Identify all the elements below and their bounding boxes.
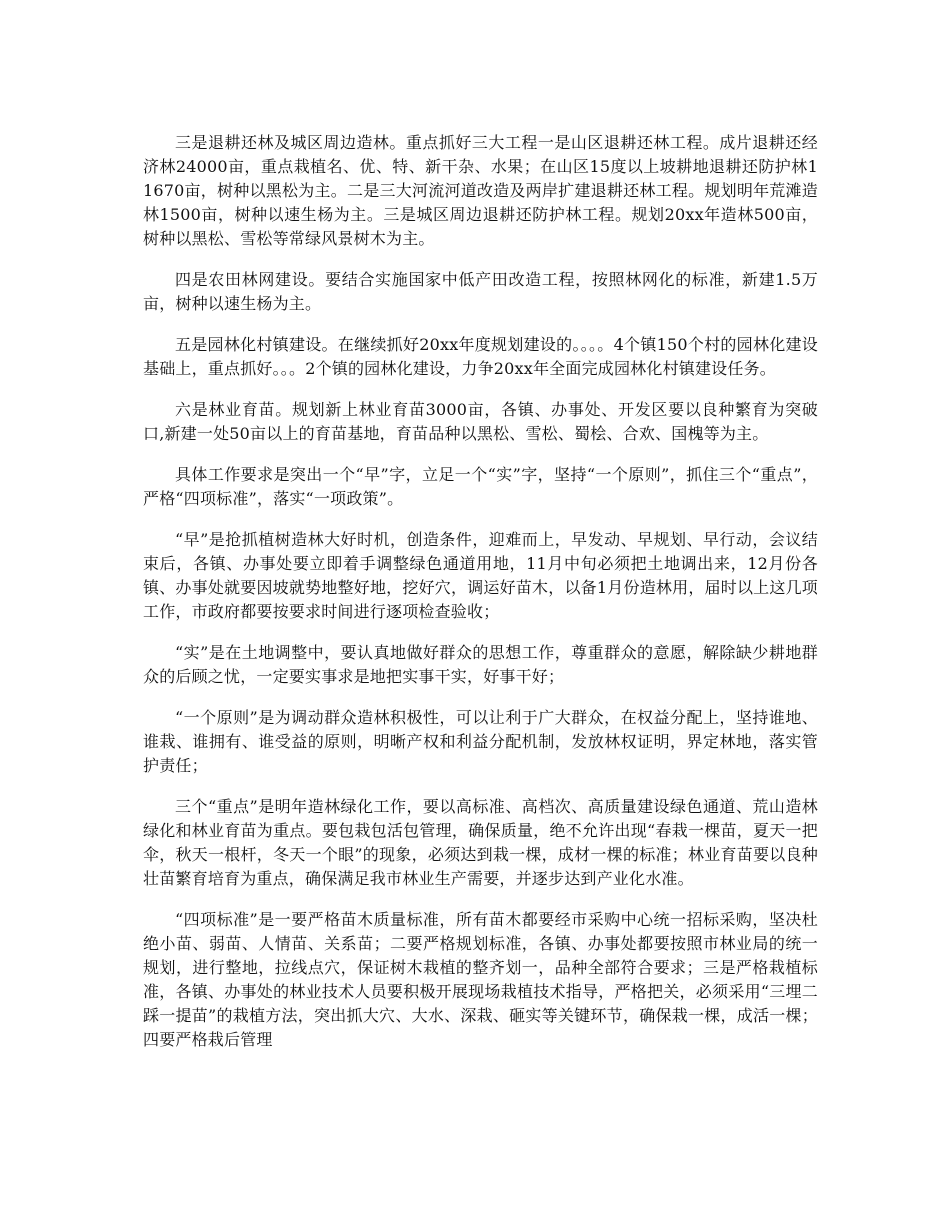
paragraph-practical: “实”是在土地调整中，要认真地做好群众的思想工作，尊重群众的意愿，解除缺少耕地群众的后顾之忧，一定要实事求是地把实事干实，好事干好； (143, 643, 818, 686)
paragraph-work-requirements: 具体工作要求是突出一个“早”字，立足一个“实”字，坚持“一个原则”，抓住三个“重点”，严格“四项标准”，落实“一项政策”。 (143, 465, 818, 508)
paragraph-one-principle: “一个原则”是为调动群众造林积极性，可以让利于广大群众，在权益分配上，坚持谁地、谁栽、谁拥有、谁受益的原则，明晰产权和利益分配机制，发放林权证明，界定林地，落实管护责任； (143, 708, 818, 775)
paragraph-farmland-forest-network: 四是农田林网建设。要结合实施国家中低产田改造工程，按照林网化的标准，新建1.5万亩，树种以速生杨为主。 (143, 270, 818, 313)
paragraph-garden-villages: 五是园林化村镇建设。在继续抓好20xx年度规划建设的。。。。4个镇150个村的园林化建设基础上，重点抓好。。。2个镇的园林化建设，力争20xx年全面完成园林化村镇建设任务。 (143, 335, 818, 378)
paragraph-four-standards: “四项标准”是一要严格苗木质量标准，所有苗木都要经市采购中心统一招标采购，坚决杜绝小苗、弱苗、人情苗、关系苗；二要严格规划标准，各镇、办事处都要按照市林业局的统一规划，进行整地，拉线点穴，保证树木栽植的整齐划一，品种全部符合要求；三是严格栽植标准，各镇、办事处的林业技术人员要积极开展现场栽植技术指导，严格把关，必须采用“三埋二踩一提苗”的栽植方法，突出抓大穴、大水、深栽、砸实等关键环节，确保栽一棵，成活一棵；四要严格栽后管理 (143, 910, 818, 1049)
paragraph-seedling-nursery: 六是林业育苗。规划新上林业育苗3000亩，各镇、办事处、开发区要以良种繁育为突破口,新建一处50亩以上的育苗基地，育苗品种以黑松、雪松、蜀桧、合欢、国槐等为主。 (143, 400, 818, 443)
paragraph-three-key-points: 三个“重点”是明年造林绿化工作，要以高标准、高档次、高质量建设绿色通道、荒山造林绿化和林业育苗为重点。要包栽包活包管理，确保质量，绝不允许出现“春栽一棵苗，夏天一把伞，秋天一根杆，冬天一个眼”的现象，必须达到栽一棵，成材一棵的标准；林业育苗要以良种壮苗繁育培育为重点，确保满足我市林业生产需要，并逐步达到产业化水准。 (143, 797, 818, 888)
paragraph-early: “早”是抢抓植树造林大好时机，创造条件，迎难而上，早发动、早规划、早行动，会议结束后，各镇、办事处要立即着手调整绿色通道用地，11月中旬必须把土地调出来，12月份各镇、办事处就要因坡就势地整好地，挖好穴，调运好苗木，以备1月份造林用，届时以上这几项工作，市政府都要按要求时间进行逐项检查验收； (143, 530, 818, 621)
document-body (143, 131, 818, 1069)
paragraph-returning-farmland-to-forest: 三是退耕还林及城区周边造林。重点抓好三大工程一是山区退耕还林工程。成片退耕还经济林24000亩，重点栽植名、优、特、新干杂、水果；在山区15度以上坡耕地退耕还防护林11670亩，树种以黑松为主。二是三大河流河道改造及两岸扩建退耕还林工程。规划明年荒滩造林1500亩，树种以速生杨为主。三是城区周边退耕还防护林工程。规划20xx年造林500亩，树种以黑松、雪松等常绿风景树木为主。 (143, 133, 818, 248)
